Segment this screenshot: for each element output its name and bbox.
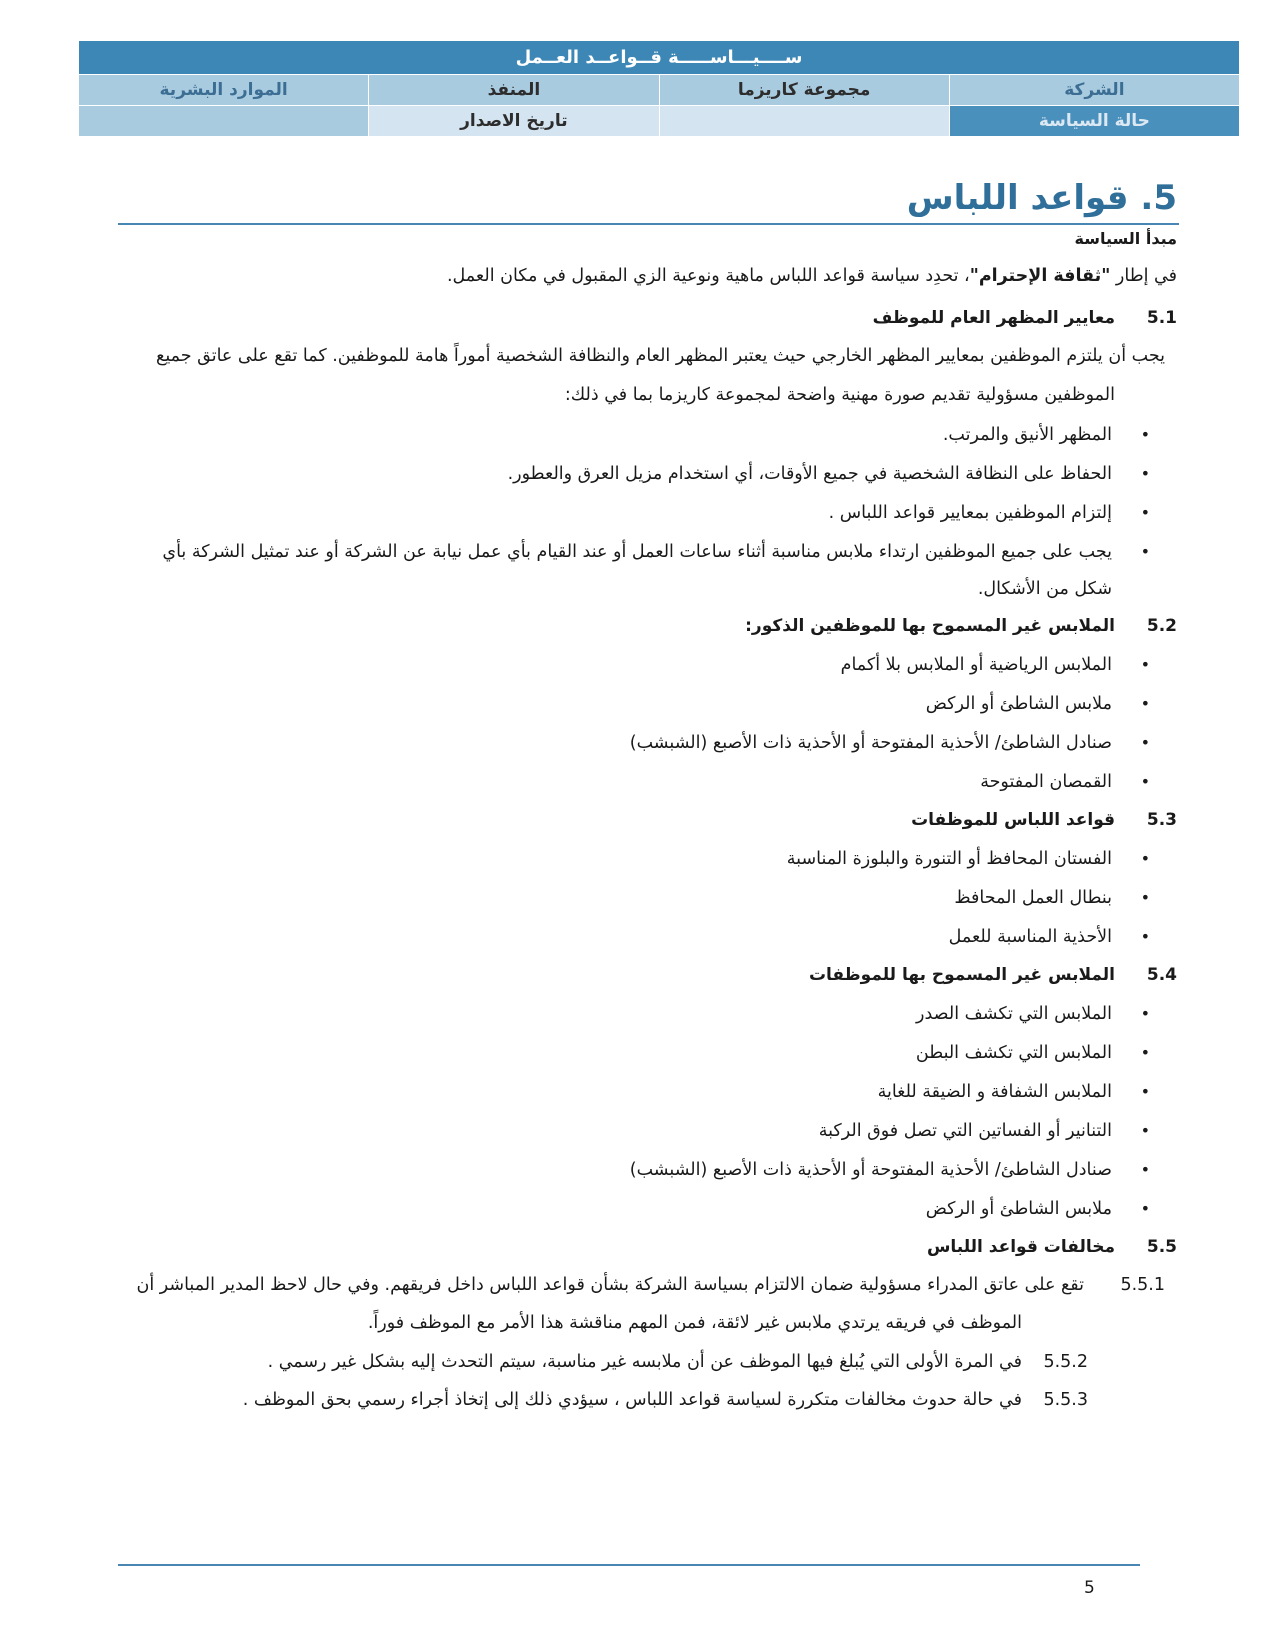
footer-divider [118, 1564, 1140, 1566]
heading-5-5 [927, 1237, 1177, 1257]
list-item: • صنادل الشاطئ/ الأحذية المفتوحة أو الأحذية ذات الأصبع (الشبشب) [630, 733, 1112, 753]
heading-5-2 [745, 616, 1177, 636]
company-label: الشركة [949, 75, 1239, 106]
numbered-item-5-5-2-text: في المرة الأولى التي يُبلغ فيها الموظف عن أن ملابسه غير مناسبة، سيتم التحدث إليه بشكل غير رسمي . [267, 1352, 1022, 1372]
principle-prefix: في إطار [1110, 266, 1177, 286]
numbered-item-5-5-1 [136, 1275, 1165, 1295]
numbered-item-5-5-3-text: في حالة حدوث مخالفات متكررة لسياسة قواعد اللباس ، سيؤدي ذلك إلى إتخاذ أجراء رسمي بحق الموظف . [242, 1390, 1022, 1410]
s51-para-line2: الموظفين مسؤولية تقديم صورة مهنية واضحة لمجموعة كاريزما بما في ذلك: [564, 385, 1115, 405]
section-title: 5. قواعد اللباس [906, 178, 1177, 218]
principle-text [447, 266, 1177, 286]
list-item: • الحفاظ على النظافة الشخصية في جميع الأوقات، أي استخدام مزيل العرق والعطور. [508, 464, 1112, 484]
list-item: • الأحذية المناسبة للعمل [949, 927, 1112, 947]
heading-5-1 [873, 308, 1177, 328]
list-item: • الملابس التي تكشف البطن [916, 1043, 1112, 1063]
numbered-item-5-5-1-cont: الموظف في فريقه يرتدي ملابس غير لائقة، فمن المهم مناقشة هذا الأمر مع الموظف فوراً. [367, 1313, 1022, 1333]
heading-number: 5.1 [1146, 308, 1177, 328]
list-item: • ملابس الشاطئ أو الركض [926, 694, 1112, 714]
s51-para-line1: يجب أن يلتزم الموظفين بمعايير المظهر الخارجي حيث يعتبر المظهر العام والنظافة الشخصية أموراً هامة للموظفين. كما تقع على عاتق جميع [156, 346, 1165, 366]
principle-bold: "ثقافة الإحترام" [969, 266, 1111, 286]
item-number: 5.5.3 [1043, 1390, 1088, 1410]
list-item: • يجب على جميع الموظفين ارتداء ملابس مناسبة أثناء ساعات العمل أو عند القيام بأي عمل نيابة عن الشركة أو عند تمثيل الشركة بأي [162, 542, 1112, 562]
list-item: • الملابس التي تكشف الصدر [916, 1004, 1112, 1024]
status-value [659, 106, 949, 137]
heading-text: الملابس غير المسموح بها للموظفين الذكور: [745, 616, 1115, 636]
principle-heading: مبدأ السياسة [1074, 229, 1177, 248]
heading-number: 5.2 [1146, 616, 1177, 636]
company-value: مجموعة كاريزما [659, 75, 949, 106]
heading-text: مخالفات قواعد اللباس [926, 1237, 1115, 1257]
status-label: حالة السياسة [949, 106, 1239, 137]
list-item: • إلتزام الموظفين بمعايير قواعد اللباس . [829, 503, 1112, 523]
heading-number: 5.5 [1146, 1237, 1177, 1257]
heading-5-3 [911, 810, 1177, 830]
executor-label: المنفذ [369, 75, 659, 106]
list-item: • الملابس الرياضية أو الملابس بلا أكمام [841, 655, 1112, 675]
list-item-continuation: شكل من الأشكال. [977, 579, 1112, 599]
list-item: • المظهر الأنيق والمرتب. [943, 425, 1112, 445]
list-item: • القمصان المفتوحة [980, 772, 1112, 792]
issue-date-value [79, 106, 369, 137]
item-number: 5.5.2 [1043, 1352, 1088, 1372]
heading-number: 5.3 [1146, 810, 1177, 830]
list-item: • بنطال العمل المحافظ [954, 888, 1112, 908]
list-item: • ملابس الشاطئ أو الركض [926, 1199, 1112, 1219]
heading-text: قواعد اللباس للموظفات [911, 810, 1115, 830]
list-item: • الفستان المحافظ أو التنورة والبلوزة المناسبة [787, 849, 1112, 869]
heading-text: معايير المظهر العام للموظف [872, 308, 1115, 328]
list-item: • الملابس الشفافة و الضيقة للغاية [878, 1082, 1112, 1102]
heading-text: الملابس غير المسموح بها للموظفات [808, 965, 1115, 985]
heading-5-4 [809, 965, 1177, 985]
policy-header-table [78, 40, 1240, 137]
policy-title: ســــيـــاســـــة قــواعــد العــمل [79, 41, 1240, 75]
issue-date-label: تاريخ الاصدار [369, 106, 659, 137]
list-item: • صنادل الشاطئ/ الأحذية المفتوحة أو الأحذية ذات الأصبع (الشبشب) [630, 1160, 1112, 1180]
heading-number: 5.4 [1146, 965, 1177, 985]
page-number: 5 [1084, 1578, 1095, 1598]
title-divider [118, 223, 1179, 225]
list-item: • التنانير أو الفساتين التي تصل فوق الركبة [819, 1121, 1112, 1141]
principle-suffix: ، تحدِد سياسة قواعد اللباس ماهية ونوعية الزي المقبول في مكان العمل. [446, 266, 970, 286]
item-number: 5.5.1 [1120, 1275, 1165, 1295]
executor-value: الموارد البشرية [79, 75, 369, 106]
item-text: تقع على عاتق المدراء مسؤولية ضمان الالتزام بسياسة الشركة بشأن قواعد اللباس داخل فريقهم. وفي حال لاحظ المدير المباشر أن [136, 1275, 1084, 1295]
